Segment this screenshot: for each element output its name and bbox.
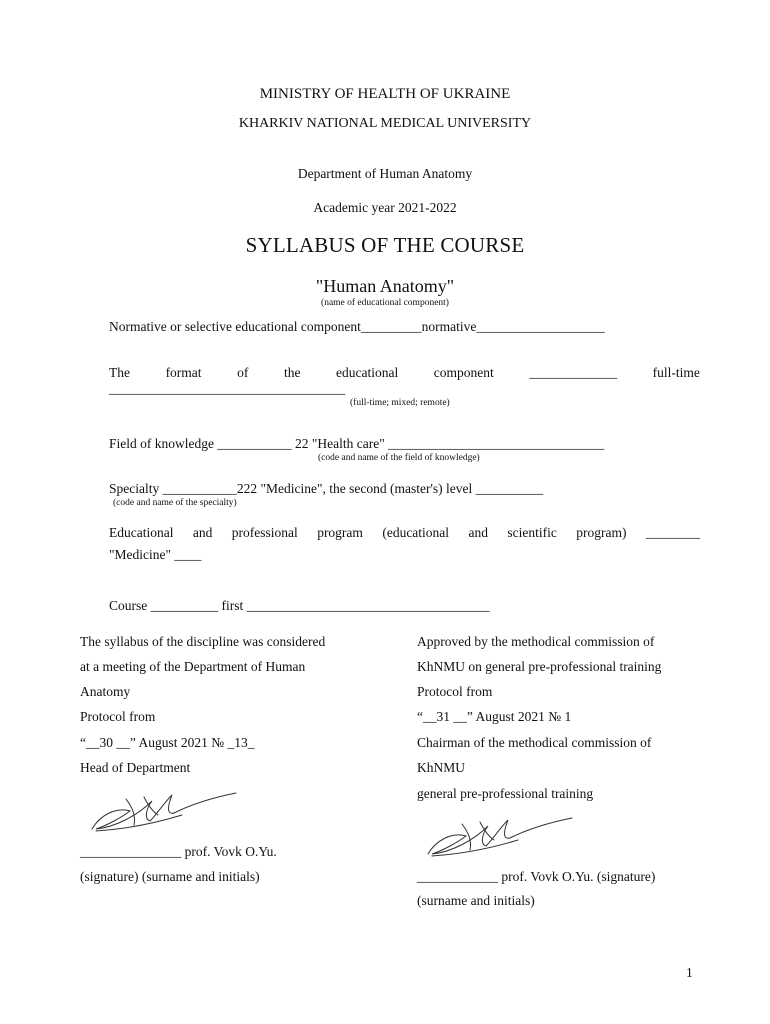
program-word: and	[192, 525, 213, 540]
signature-left	[86, 785, 246, 835]
left-signature-note: (signature) (surname and initials)	[80, 869, 260, 884]
knowledge-field: Field of knowledge ___________ 22 "Health care" ________________________________	[109, 436, 605, 451]
format-word: full-time	[652, 365, 700, 380]
right-column-line: Chairman of the methodical commission of	[417, 735, 652, 750]
signature-right	[424, 810, 584, 860]
course-field: Course __________ first ____________________________________	[109, 598, 490, 613]
specialty-field: Specialty ___________222 "Medicine", the second (master's) level __________	[109, 481, 544, 496]
program-line-2: "Medicine" ____	[109, 547, 202, 562]
program-field	[109, 525, 700, 541]
right-column-line: KhNMU	[417, 760, 466, 775]
left-column-line: Anatomy	[80, 684, 131, 699]
left-signature-line: _______________ prof. Vovk O.Yu.	[80, 844, 277, 859]
right-column-line: Approved by the methodical commission of	[417, 634, 655, 649]
format-note: (full-time; mixed; remote)	[350, 398, 450, 408]
format-word: _____________	[529, 365, 618, 380]
university-heading: KHARKIV NATIONAL MEDICAL UNIVERSITY	[238, 116, 532, 131]
program-word: program)	[576, 525, 627, 540]
department-name: Department of Human Anatomy	[297, 166, 473, 181]
format-word: of	[237, 365, 249, 380]
course-name: "Human Anatomy"	[315, 276, 455, 296]
program-word: and	[468, 525, 488, 540]
format-word: The	[109, 365, 130, 380]
program-word: ________	[645, 525, 700, 540]
ministry-heading: MINISTRY OF HEALTH OF UKRAINE	[259, 86, 511, 102]
format-word: component	[433, 365, 494, 380]
format-word: educational	[336, 365, 399, 380]
right-column-line: general pre-professional training	[417, 786, 594, 801]
component-type-field: Normative or selective educational component_________normative___________________	[109, 319, 605, 334]
academic-year: Academic year 2021-2022	[313, 200, 457, 215]
left-column-line: The syllabus of the discipline was considered	[80, 634, 326, 649]
right-signature-line: ____________ prof. Vovk O.Yu. (signature)	[417, 869, 656, 884]
program-word: program	[317, 525, 363, 540]
program-word: (educational	[382, 525, 450, 540]
left-column-line: Protocol from	[80, 709, 156, 724]
page-title: SYLLABUS OF THE COURSE	[245, 233, 525, 257]
program-word: professional	[231, 525, 298, 540]
knowledge-note: (code and name of the field of knowledge)	[318, 453, 480, 463]
program-word: Educational	[109, 525, 174, 540]
right-column-line: KhNMU on general pre-professional training	[417, 659, 662, 674]
format-word: the	[283, 365, 301, 380]
page-number: 1	[686, 965, 693, 980]
course-name-note: (name of educational component)	[321, 298, 449, 308]
format-word: format	[165, 365, 202, 380]
format-field	[109, 365, 700, 381]
program-word: scientific	[507, 525, 557, 540]
left-column-line: at a meeting of the Department of Human	[80, 659, 306, 674]
format-line-2: ___________________________________	[109, 381, 346, 396]
right-column-line: Protocol from	[417, 684, 493, 699]
left-column-line: “__30 __” August 2021 № _13_	[80, 735, 255, 750]
specialty-note: (code and name of the specialty)	[113, 498, 237, 508]
right-column-line: “__31 __” August 2021 № 1	[417, 709, 572, 724]
left-column-line: Head of Department	[80, 760, 191, 775]
right-signature-note: (surname and initials)	[417, 893, 535, 908]
